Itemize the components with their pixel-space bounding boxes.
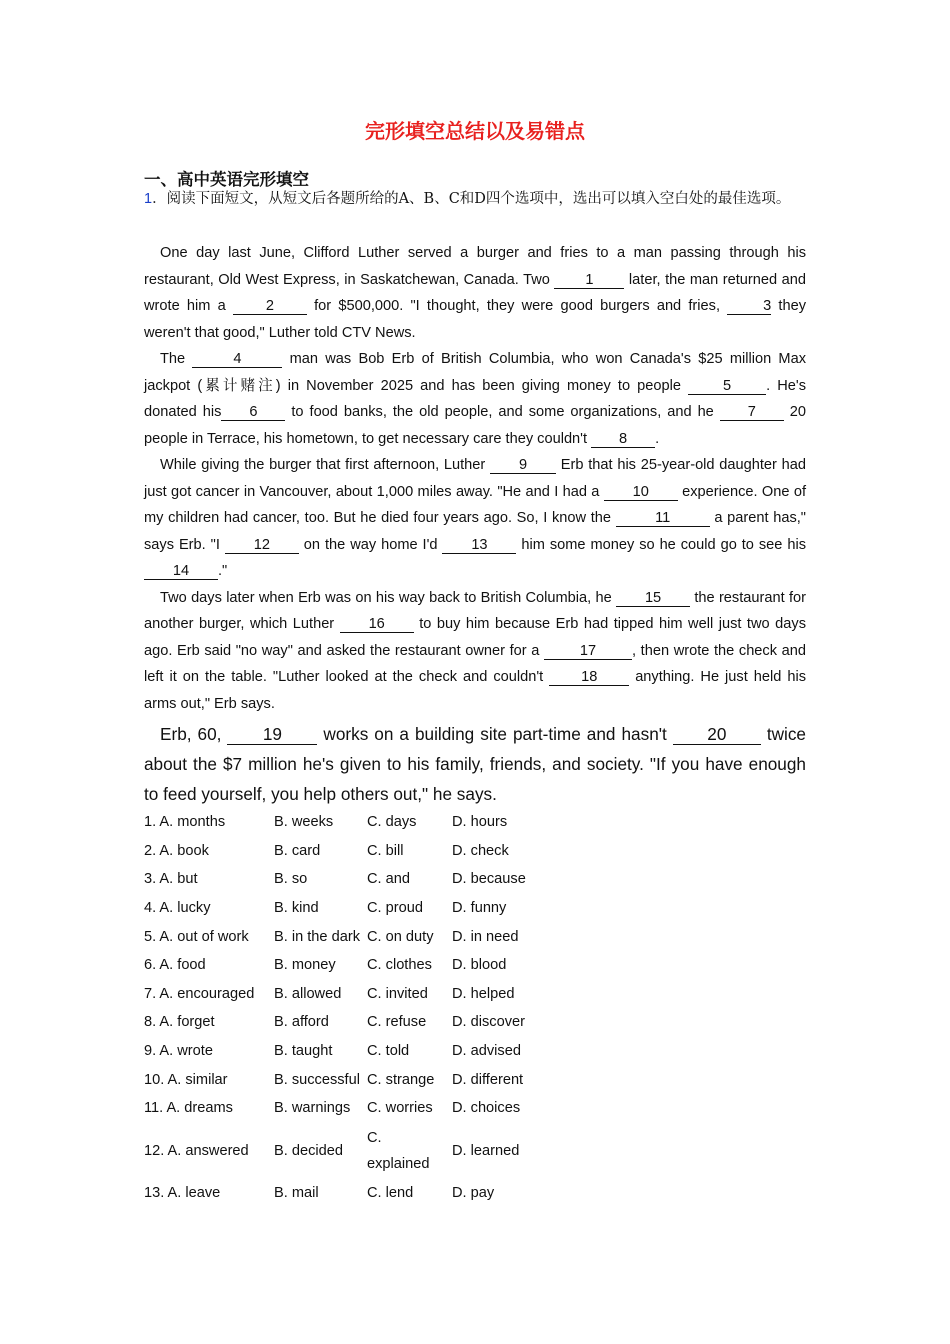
option-d: D. because (452, 871, 526, 888)
option-d: D. advised (452, 1043, 521, 1060)
paragraph-4 (144, 585, 806, 718)
option-a: 6. A. food (144, 957, 206, 974)
option-b: B. warnings (274, 1100, 351, 1117)
option-b: B. kind (274, 900, 319, 917)
text: they weren't that good," Luther told CTV News. (144, 298, 806, 341)
blank-7: 7 (720, 404, 784, 421)
blank-4: 4 (192, 351, 282, 368)
option-d: D. choices (452, 1100, 521, 1117)
blank-10: 10 (604, 484, 678, 501)
blank-20: 20 (673, 725, 761, 745)
text: Erb that his 25-year-old daughter had just got cancer in Vancouver, about 1,000 miles away. "He and I had a (144, 457, 806, 500)
option-row (144, 808, 552, 837)
section-heading: 一、高中英语完形填空 (144, 170, 309, 189)
paragraph-3 (144, 452, 806, 585)
option-c: C. told (367, 1043, 410, 1060)
text: man was Bob Erb of British Columbia, who won Canada's $25 million Max jackpot (累计赌注) in November 2025 and has been giving money to people (144, 351, 806, 394)
blank-19: 19 (227, 725, 317, 745)
text: works on a building site part-time and hasn't (317, 724, 673, 744)
option-d: D. pay (452, 1184, 495, 1201)
option-c: C. on duty (367, 928, 434, 945)
option-d: D. discover (452, 1014, 525, 1031)
blank-2: 2 (233, 298, 307, 315)
option-row (144, 1123, 552, 1179)
blank-9: 9 (490, 457, 556, 474)
options-table (144, 808, 552, 1207)
option-row (144, 1008, 552, 1037)
text: ." (218, 563, 228, 579)
option-c: C. days (367, 814, 417, 831)
blank-5: 5 (688, 378, 766, 395)
blank-16: 16 (340, 616, 414, 633)
text: the restaurant for another burger, which Luther (144, 589, 806, 632)
option-c: C. invited (367, 985, 428, 1002)
text: Erb, 60, (160, 724, 228, 744)
text: experience. One of my children had cancer, too. But he died four years ago. So, I know the (144, 483, 807, 526)
option-row (144, 951, 552, 980)
option-b: B. taught (274, 1043, 333, 1060)
option-d: D. learned (452, 1142, 520, 1159)
paragraph-2 (144, 346, 806, 452)
text: to buy him because Erb had tipped him well just two days ago. Erb said "no way" and asked the restaurant owner for a (144, 616, 806, 659)
option-row (144, 1065, 552, 1094)
option-b: B. money (274, 957, 336, 974)
option-d: D. blood (452, 957, 507, 974)
option-row (144, 922, 552, 951)
option-b: B. decided (274, 1142, 343, 1159)
option-b: B. afford (274, 1014, 329, 1031)
text: . He's donated his (144, 377, 806, 420)
text: on the way home I'd (298, 536, 443, 553)
option-row (144, 865, 552, 894)
option-d: D. funny (452, 900, 507, 917)
text: to food banks, the old people, and some organizations, and he (285, 404, 720, 420)
option-a: 8. A. forget (144, 1014, 215, 1031)
option-d: D. helped (452, 985, 515, 1002)
option-a: 12. A. answered (144, 1142, 249, 1159)
option-c: C. refuse (367, 1014, 427, 1031)
option-c: C. worries (367, 1100, 433, 1117)
option-a: 7. A. encouraged (144, 985, 255, 1002)
option-b: B. weeks (274, 814, 334, 831)
text: later, the man returned and wrote him a (144, 271, 807, 314)
blank-3: 3 (727, 298, 771, 315)
option-a: 11. A. dreams (144, 1100, 233, 1117)
text: twice about the $7 million he's given to his family, friends, and society. "If you have enough to feed yourself, you help others out," he says. (144, 724, 806, 804)
option-a: 2. A. book (144, 842, 209, 859)
option-b: B. in the dark (274, 928, 360, 945)
question-instruction (144, 186, 806, 212)
option-c: C. and (367, 871, 410, 888)
text: 20 people in Terrace, his hometown, to get necessary care they couldn't (144, 404, 806, 447)
option-d: D. different (452, 1071, 524, 1088)
option-row (144, 980, 552, 1009)
option-row (144, 837, 552, 866)
option-a: 5. A. out of work (144, 928, 249, 945)
option-a: 13. A. leave (144, 1184, 221, 1201)
option-row (144, 894, 552, 923)
option-d: D. in need (452, 928, 519, 945)
option-c: C. bill (367, 842, 404, 859)
option-c: C. strange (367, 1071, 435, 1088)
text: . (655, 430, 660, 447)
option-a: 3. A. but (144, 871, 198, 888)
blank-14: 14 (144, 563, 218, 580)
option-a: 10. A. similar (144, 1071, 228, 1088)
option-c: C. explained (367, 1129, 430, 1172)
blank-12: 12 (225, 537, 299, 554)
option-c: C. lend (367, 1184, 414, 1201)
option-c: C. clothes (367, 957, 432, 974)
option-b: B. mail (274, 1184, 319, 1201)
blank-6: 6 (221, 404, 285, 421)
option-b: B. allowed (274, 985, 342, 1002)
text: While giving the burger that first afternoon, Luther (160, 457, 491, 473)
blank-15: 15 (616, 590, 690, 607)
option-d: D. hours (452, 814, 508, 831)
paragraph-5 (144, 719, 806, 809)
text: him some money so he could go to see his (516, 536, 806, 553)
text: a parent has," says Erb. "I (144, 510, 806, 553)
option-row (144, 1037, 552, 1066)
text: One day last June, Clifford Luther served a burger and fries to a man passing through his restaurant, Old West Express, in Saskatchewan, Canada. Two (144, 245, 806, 288)
option-row (144, 1179, 552, 1208)
blank-18: 18 (549, 669, 629, 686)
option-a: 9. A. wrote (144, 1043, 213, 1060)
blank-1: 1 (554, 272, 624, 289)
option-row (144, 1094, 552, 1123)
text: , then wrote the check and left it on the table. "Luther looked at the check and couldn't (144, 642, 806, 685)
text: The (160, 351, 193, 367)
option-d: D. check (452, 842, 509, 859)
blank-8: 8 (591, 431, 655, 448)
blank-11: 11 (616, 510, 710, 527)
text: anything. He just held his arms out," Erb says. (144, 669, 806, 712)
option-b: B. so (274, 871, 308, 888)
option-a: 4. A. lucky (144, 900, 211, 917)
page-title: 完形填空总结以及易错点 (365, 119, 585, 143)
question-number: 1 (144, 191, 153, 207)
blank-13: 13 (442, 537, 516, 554)
instruction-text: ．阅读下面短文，从短文后各题所给的A、B、C和D四个选项中，选出可以填入空白处的最佳选项。 (152, 191, 791, 207)
option-b: B. successful (274, 1071, 360, 1088)
option-c: C. proud (367, 900, 423, 917)
cloze-passage (144, 240, 806, 809)
option-b: B. card (274, 842, 321, 859)
option-a: 1. A. months (144, 814, 226, 831)
paragraph-1 (144, 240, 806, 346)
text: for $500,000. "I thought, they were good burgers and fries, (306, 298, 728, 314)
text: Two days later when Erb was on his way back to British Columbia, he (160, 589, 617, 606)
blank-17: 17 (544, 643, 632, 660)
